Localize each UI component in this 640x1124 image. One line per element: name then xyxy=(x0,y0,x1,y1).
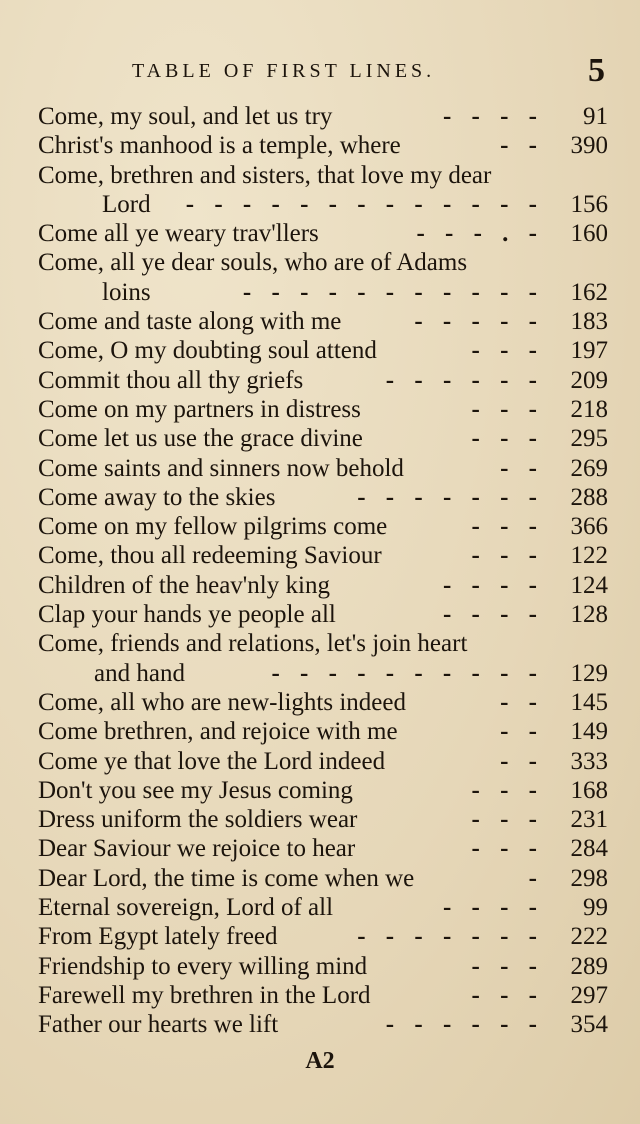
running-header xyxy=(0,52,640,94)
list-item xyxy=(0,190,640,219)
leader-dashes: - - - - - xyxy=(414,308,544,336)
first-line-text: Come, my soul, and let us try xyxy=(38,103,333,130)
hymn-number: 162 xyxy=(570,278,608,306)
first-line-text: Come let us use the grace divine xyxy=(38,425,363,453)
first-line-text: Come on my partners in distress xyxy=(38,395,361,423)
first-line-text: Eternal sovereign, Lord of all xyxy=(38,894,334,922)
leader-dashes: - - - - - - - - - - - - - xyxy=(185,190,544,218)
list-item xyxy=(0,981,640,1010)
list-item xyxy=(0,483,640,512)
list-item xyxy=(0,747,640,776)
list-item xyxy=(0,776,640,805)
list-item xyxy=(0,659,640,688)
first-line-text: Come, brethren and sisters, that love my dear xyxy=(38,161,492,189)
list-item xyxy=(0,541,640,570)
page-number: 5 xyxy=(588,52,605,89)
leader-dashes: - - - xyxy=(471,542,544,570)
list-item xyxy=(0,278,640,307)
first-line-text: Don't you see my Jesus coming xyxy=(38,776,353,804)
list-item xyxy=(0,571,640,600)
list-item xyxy=(0,688,640,717)
leader-dashes: - - - xyxy=(471,776,544,804)
list-item xyxy=(0,600,640,629)
list-item xyxy=(0,366,640,395)
list-item xyxy=(0,219,640,248)
list-item xyxy=(0,248,640,277)
leader-dashes: - - - - xyxy=(442,601,544,629)
leader-dashes: - - - - xyxy=(442,571,544,599)
hymn-number: 145 xyxy=(570,688,608,716)
hymn-number: 91 xyxy=(583,103,608,130)
hymn-number: 209 xyxy=(570,366,608,394)
first-line-text: Come saints and sinners now behold xyxy=(38,454,404,482)
leader-dashes: - - - - - - - - - - - xyxy=(242,278,544,306)
list-item xyxy=(0,629,640,658)
first-line-text: Dress uniform the soldiers wear xyxy=(38,806,358,834)
first-line-text: Children of the heav'nly king xyxy=(38,571,330,599)
list-item xyxy=(0,864,640,893)
first-line-text: Come brethren, and rejoice with me xyxy=(38,718,398,746)
hymn-number: 298 xyxy=(570,864,608,892)
first-line-text: Come, all ye dear souls, who are of Adams xyxy=(38,249,468,277)
first-line-text: From Egypt lately freed xyxy=(38,923,278,951)
leader-dashes: - - xyxy=(500,718,544,746)
leader-dashes: - - xyxy=(500,132,544,160)
first-line-text: Come, all who are new-lights indeed xyxy=(38,688,406,716)
leader-dashes: - - - - - - xyxy=(385,366,544,394)
hymn-number: 289 xyxy=(570,952,608,980)
first-line-text: Father our hearts we lift xyxy=(38,1011,279,1039)
hymn-number: 269 xyxy=(570,454,608,482)
list-item xyxy=(0,336,640,365)
leader-dashes: - - - - - - - - - - xyxy=(271,659,544,687)
first-line-text: Come, O my doubting soul attend xyxy=(38,337,377,365)
list-item xyxy=(0,161,640,190)
hymn-number: 122 xyxy=(570,542,608,570)
list-item xyxy=(0,512,640,541)
leader-dashes: - - - xyxy=(471,395,544,423)
list-item xyxy=(0,102,640,131)
first-line-text: Lord xyxy=(102,190,151,218)
first-line-text: Clap your hands ye people all xyxy=(38,601,336,629)
hymn-number: 128 xyxy=(570,601,608,629)
list-item xyxy=(0,131,640,160)
hymn-number: 197 xyxy=(570,337,608,365)
list-item xyxy=(0,1010,640,1039)
hymn-number: 183 xyxy=(570,308,608,336)
hymn-number: 354 xyxy=(570,1011,608,1039)
first-line-text: Come and taste along with me xyxy=(38,308,342,336)
leader-dashes: - - - xyxy=(471,425,544,453)
leader-dashes: - - - xyxy=(471,806,544,834)
hymn-number: 366 xyxy=(570,513,608,541)
leader-dashes: - - - xyxy=(471,952,544,980)
first-line-text: loins xyxy=(102,278,151,306)
leader-dashes: - - - - - - - xyxy=(357,923,544,951)
signature-mark: A2 xyxy=(305,1048,335,1074)
list-item xyxy=(0,717,640,746)
list-item xyxy=(0,424,640,453)
first-line-text: Dear Saviour we rejoice to hear xyxy=(38,835,356,863)
hymn-number: 222 xyxy=(570,923,608,951)
list-item xyxy=(0,952,640,981)
hymn-number: 160 xyxy=(570,220,608,248)
list-item xyxy=(0,395,640,424)
leader-dashes: - - - - - - xyxy=(385,1011,544,1039)
leader-dashes: - - xyxy=(500,747,544,775)
hymn-number: 333 xyxy=(570,747,608,775)
first-line-text: Christ's manhood is a temple, where xyxy=(38,132,401,160)
leader-dashes: - - - . - xyxy=(416,220,544,248)
hymn-number: 124 xyxy=(570,571,608,599)
hymn-number: 218 xyxy=(570,395,608,423)
list-item xyxy=(0,834,640,863)
page-title: TABLE OF FIRST LINES. xyxy=(132,60,436,82)
list-item xyxy=(0,805,640,834)
leader-dashes: - - xyxy=(500,688,544,716)
first-line-text: Come away to the skies xyxy=(38,483,276,511)
first-line-text: Come, thou all redeeming Saviour xyxy=(38,542,382,570)
hymn-number: 284 xyxy=(570,835,608,863)
hymn-number: 288 xyxy=(570,483,608,511)
list-item xyxy=(0,454,640,483)
first-line-text: Come, friends and relations, let's join heart xyxy=(38,630,468,658)
first-line-text: and hand xyxy=(94,659,185,687)
hymn-number: 297 xyxy=(570,981,608,1009)
hymn-number: 168 xyxy=(570,776,608,804)
leader-dashes: - - - xyxy=(471,981,544,1009)
first-line-text: Farewell my brethren in the Lord xyxy=(38,981,371,1009)
hymn-number: 149 xyxy=(570,718,608,746)
leader-dashes: - - - - - - - xyxy=(357,483,544,511)
hymn-number: 129 xyxy=(570,659,608,687)
leader-dashes: - - - xyxy=(471,835,544,863)
leader-dashes: - - - - xyxy=(442,103,544,130)
hymn-number: 156 xyxy=(570,190,608,218)
hymn-number: 390 xyxy=(570,132,608,160)
first-line-text: Friendship to every willing mind xyxy=(38,952,368,980)
list-item xyxy=(0,307,640,336)
leader-dashes: - xyxy=(528,864,544,892)
hymn-number: 99 xyxy=(583,894,608,922)
first-lines-list xyxy=(0,102,640,1040)
leader-dashes: - - - xyxy=(471,513,544,541)
first-line-text: Commit thou all thy griefs xyxy=(38,366,304,394)
first-line-text: Come ye that love the Lord indeed xyxy=(38,747,386,775)
list-item xyxy=(0,922,640,951)
first-line-text: Come all ye weary trav'llers xyxy=(38,220,319,248)
hymn-number: 295 xyxy=(570,425,608,453)
list-item xyxy=(0,893,640,922)
leader-dashes: - - xyxy=(500,454,544,482)
leader-dashes: - - - - xyxy=(442,894,544,922)
leader-dashes: - - - xyxy=(471,337,544,365)
hymn-number: 231 xyxy=(570,806,608,834)
first-line-text: Come on my fellow pilgrims come xyxy=(38,513,388,541)
first-line-text: Dear Lord, the time is come when we xyxy=(38,864,415,892)
